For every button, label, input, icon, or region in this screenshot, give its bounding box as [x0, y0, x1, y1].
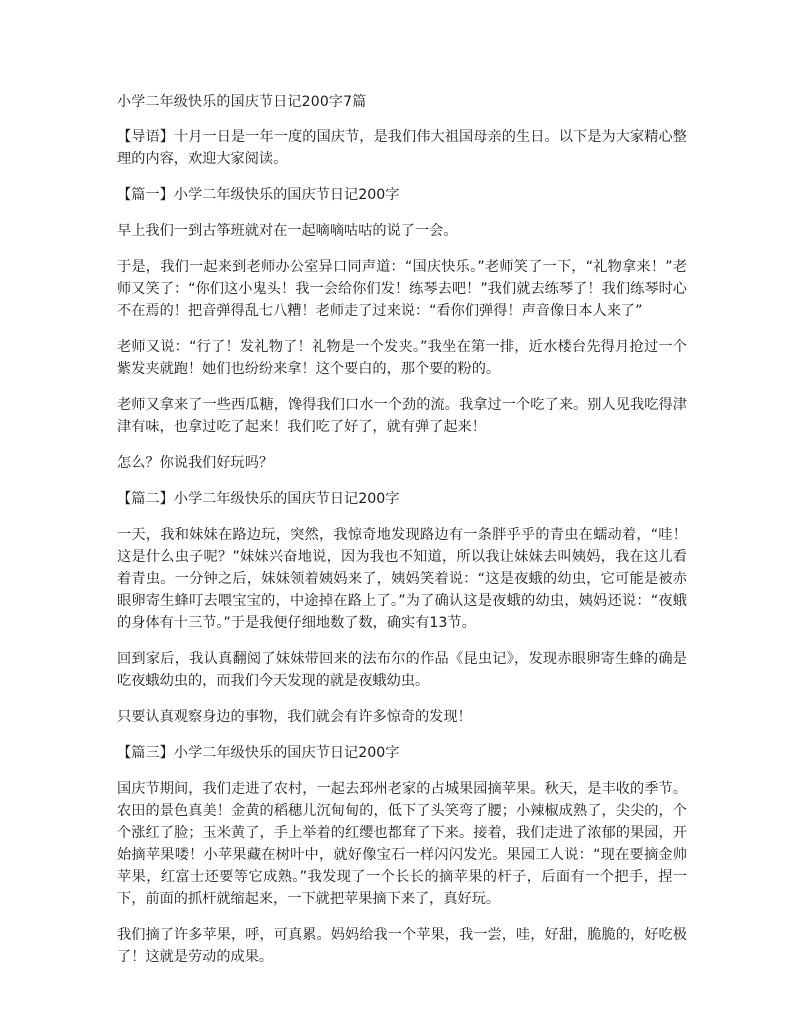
section-heading: 【篇一】小学二年级快乐的国庆节日记200字	[117, 187, 400, 203]
section-heading: 【篇二】小学二年级快乐的国庆节日记200字	[117, 491, 400, 507]
section-2	[117, 488, 687, 728]
section-1	[117, 184, 687, 474]
body-paragraph: 老师又拿来了一些西瓜糖，馋得我们口水一个劲的流。我拿过一个吃了来。别人见我吃得津津有味，也拿过吃了起来！我们吃了好了，就有弹了起来！	[117, 397, 687, 435]
body-paragraph: 怎么？你说我们好玩吗？	[117, 455, 274, 471]
body-paragraph: 国庆节期间，我们走进了农村，一起去邳州老家的占城果园摘苹果。秋天，是丰收的季节。农田的景色真美！金黄的稻穗儿沉甸甸的，低下了头笑弯了腰；小辣椒成熟了，尖尖的，个个涨红了脸；玉米黄了，手上举着的红缨也都耷了下来。接着，我们走进了浓郁的果园，开始摘苹果喽！小苹果藏在树叶中，就好像宝石一样闪闪发光。果园工人说：“现在要摘金帅苹果，红富士还要等它成熟。”我发现了一个长长的摘苹果的杆子，后面有一个把手，捏一下，前面的抓杆就缩起来，一下就把苹果摘下来了，真好玩。	[117, 781, 687, 907]
body-paragraph: 回到家后，我认真翻阅了妹妹带回来的法布尔的作品《昆虫记》，发现赤眼卵寄生蜂的确是吃夜蛾幼虫的，而我们今天发现的就是夜蛾幼虫。	[117, 651, 687, 689]
body-paragraph: 我们摘了许多苹果，呼，可真累。妈妈给我一个苹果，我一尝，哇，好甜，脆脆的，好吃极了！这就是劳动的成果。	[117, 927, 687, 965]
section-heading: 【篇三】小学二年级快乐的国庆节日记200字	[117, 745, 400, 761]
body-paragraph: 只要认真观察身边的事物，我们就会有许多惊奇的发现！	[117, 709, 472, 725]
document-page	[117, 92, 687, 982]
intro-paragraph: 【导语】十月一日是一年一度的国庆节，是我们伟大祖国母亲的生日。以下是为大家精心整理的内容，欢迎大家阅读。	[117, 129, 687, 167]
body-paragraph: 一天，我和妹妹在路边玩，突然，我惊奇地发现路边有一条胖乎乎的青虫在蠕动着，“哇！这是什么虫子呢？”妹妹兴奋地说，因为我也不知道，所以我让妹妹去叫姨妈，我在这儿看着青虫。一分钟之后，妹妹领着姨妈来了，姨妈笑着说：“这是夜蛾的幼虫，它可能是被赤眼卵寄生蜂叮去喂宝宝的，中途掉在路上了。”为了确认这是夜蛾的幼虫，姨妈还说：“夜蛾的身体有十三节。”于是我便仔细地数了数，确实有13节。	[117, 527, 687, 631]
body-paragraph: 老师又说：“行了！发礼物了！礼物是一个发夹。”我坐在第一排，近水楼台先得月抢过一个紫发夹就跑！她们也纷纷来拿！这个要白的，那个要的粉的。	[117, 339, 687, 377]
body-paragraph: 于是，我们一起来到老师办公室异口同声道：“国庆快乐。”老师笑了一下，“礼物拿来！”老师又笑了：“你们这小鬼头！我一会给你们发！练琴去吧！”我们就去练琴了！我们练琴时心不在焉的！把音弹得乱七八糟！老师走了过来说：“看你们弹得！声音像日本人来了”	[117, 259, 687, 319]
body-paragraph: 早上我们一到古筝班就对在一起嘀嘀咕咕的说了一会。	[117, 223, 458, 239]
section-3	[117, 742, 687, 968]
document-title: 小学二年级快乐的国庆节日记200字7篇	[117, 94, 367, 110]
